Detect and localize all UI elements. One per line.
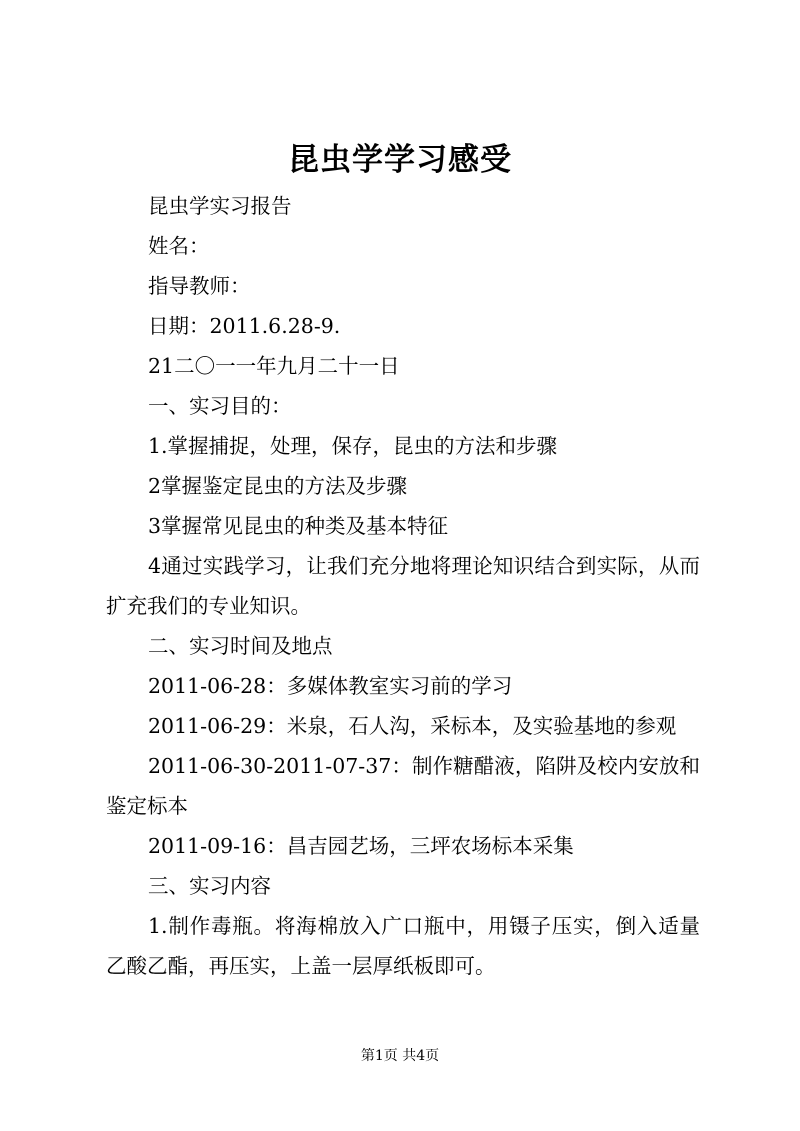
paragraph-instructor-field: 指导教师： [148,274,251,298]
list-item-purpose-2: 2掌握鉴定昆虫的方法及步骤 [148,474,408,498]
document-title: 昆虫学学习感受 [288,142,512,178]
list-item-purpose-1: 1.掌握捕捉，处理，保存，昆虫的方法和步骤 [148,434,558,458]
schedule-item-4: 2011-09-16：昌吉园艺场，三坪农场标本采集 [148,834,574,858]
schedule-item-2: 2011-06-29：米泉，石人沟，采标本，及实验基地的参观 [148,714,677,738]
page-number-footer: 第1页 共4页 [360,1048,440,1064]
paragraph-report-heading: 昆虫学实习报告 [148,194,292,218]
document-body [106,186,700,986]
paragraph-date-written: 21二〇一一年九月二十一日 [148,354,400,378]
paragraph-name-field: 姓名： [148,234,210,258]
list-item-purpose-3: 3掌握常见昆虫的种类及基本特征 [148,514,449,538]
schedule-item-1: 2011-06-28：多媒体教室实习前的学习 [148,674,513,698]
list-item-purpose-4: 4通过实践学习，让我们充分地将理论知识结合到实际，从而扩充我们的专业知识。 [106,554,700,618]
section-heading-content: 三、实习内容 [148,874,271,898]
schedule-item-3: 2011-06-30-2011-07-37：制作糖醋液，陷阱及校内安放和鉴定标本 [106,754,700,818]
section-heading-purpose: 一、实习目的： [148,394,292,418]
content-item-1: 1.制作毒瓶。将海棉放入广口瓶中，用镊子压实，倒入适量乙酸乙酯，再压实，上盖一层厚纸板即可。 [106,914,700,978]
section-heading-time-place: 二、实习时间及地点 [148,634,333,658]
paragraph-date-field: 日期：2011.6.28-9. [148,314,341,338]
